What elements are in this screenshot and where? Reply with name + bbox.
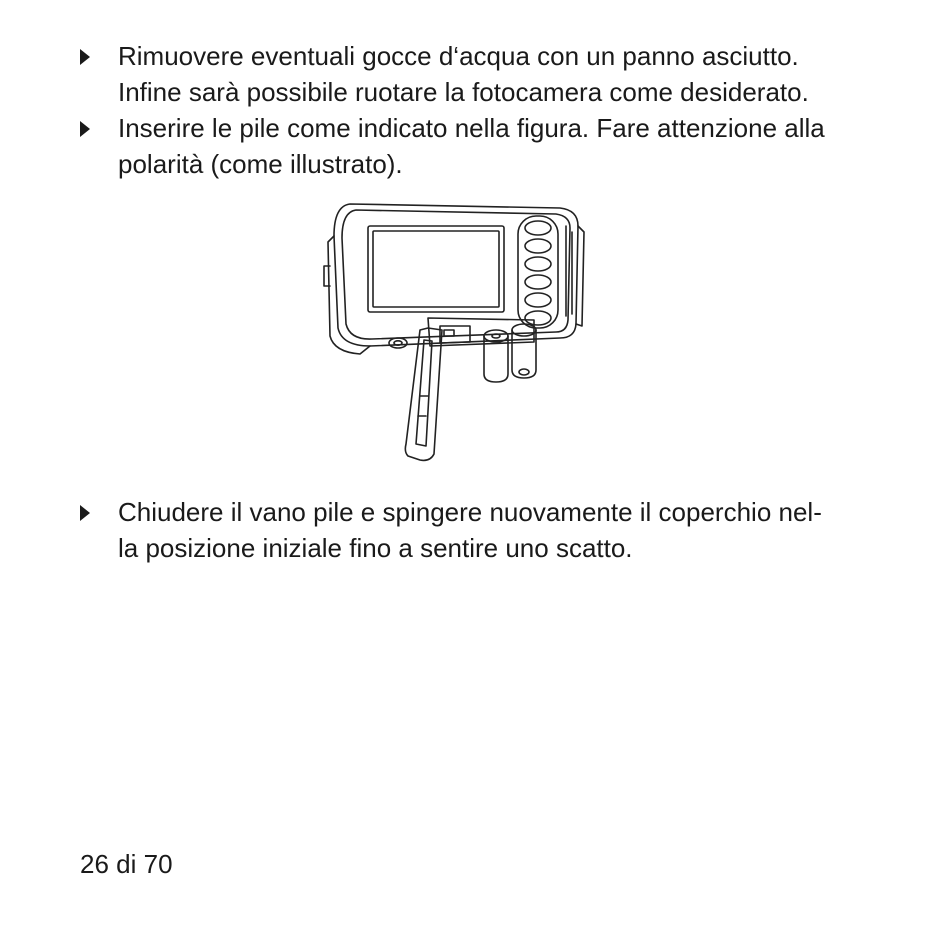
instruction-line: Infine sarà possibile ruotare la fotocamera come desiderato. xyxy=(118,77,809,107)
triangle-bullet-icon xyxy=(80,121,90,137)
instruction-line: la posizione iniziale fino a sentire uno scatto. xyxy=(118,533,633,563)
instruction-text xyxy=(118,110,910,182)
instruction-line: Rimuovere eventuali gocce d‘acqua con un panno asciutto. xyxy=(118,41,799,71)
instruction-line: polarità (come illustrato). xyxy=(118,149,403,179)
instruction-text xyxy=(118,494,910,566)
instruction-bullet-dry xyxy=(80,38,910,110)
triangle-bullet-icon xyxy=(80,505,90,521)
control-button xyxy=(525,257,551,271)
instruction-line: Inserire le pile come indicato nella figura. Fare attenzione alla xyxy=(118,113,825,143)
instruction-bullet-batteries xyxy=(80,110,910,182)
page-number: 26 di 70 xyxy=(80,849,173,879)
control-button xyxy=(525,293,551,307)
control-button xyxy=(525,275,551,289)
triangle-bullet-icon xyxy=(80,49,90,65)
lcd-screen xyxy=(368,226,504,312)
instruction-line: Chiudere il vano pile e spingere nuovamente il coperchio nel- xyxy=(118,497,822,527)
camera-battery-insertion-illustration xyxy=(320,196,590,466)
control-button xyxy=(525,311,551,325)
instruction-text xyxy=(118,38,910,110)
instruction-bullet-close xyxy=(80,494,910,566)
tripod-mount xyxy=(389,338,407,348)
control-button xyxy=(525,239,551,253)
aa-battery xyxy=(512,330,536,378)
control-button xyxy=(525,221,551,235)
